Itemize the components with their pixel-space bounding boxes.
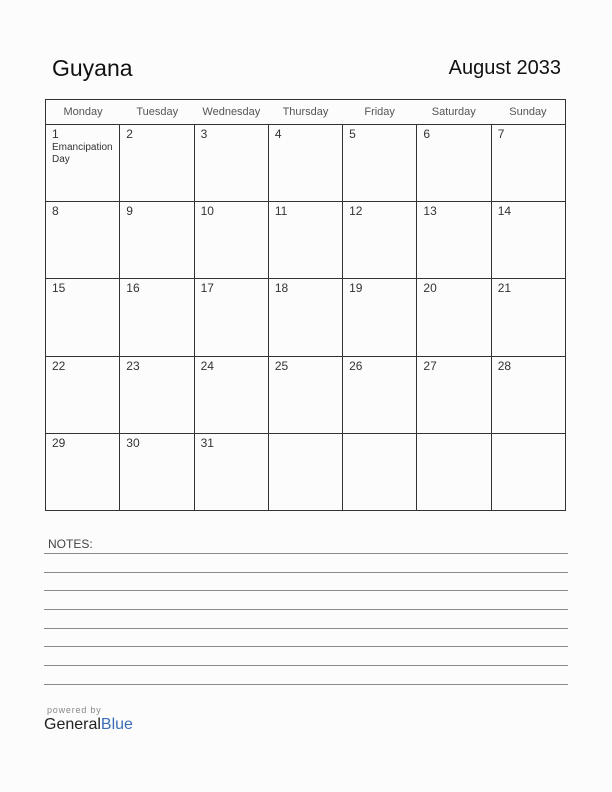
day-number: 2	[126, 127, 133, 141]
day-cell	[343, 202, 417, 278]
day-number: 11	[274, 204, 288, 219]
week-row	[46, 202, 565, 279]
day-cell	[417, 125, 491, 201]
day-cell	[417, 279, 491, 355]
day-number: 18	[274, 281, 289, 296]
day-number: 17	[200, 281, 214, 296]
day-number: 19	[349, 281, 363, 296]
day-cell	[343, 279, 417, 355]
day-cell	[120, 357, 194, 433]
powered-by-text: powered by	[47, 705, 102, 715]
weekday-label-tuesday: Tuesday	[136, 106, 179, 118]
day-cell	[492, 434, 565, 510]
day-cell	[46, 434, 120, 510]
notes-label: NOTES:	[48, 537, 93, 551]
day-number: 9	[126, 204, 133, 219]
day-cell	[492, 125, 565, 201]
generalblue-logo[interactable]	[44, 705, 133, 735]
day-number: 6	[423, 127, 431, 141]
day-cell	[492, 357, 565, 433]
day-cell	[417, 434, 491, 510]
day-number: 22	[52, 358, 66, 373]
week-row	[46, 125, 565, 202]
note-line	[44, 665, 568, 666]
day-cell	[195, 357, 269, 433]
day-number: 1	[52, 127, 59, 141]
day-number: 21	[497, 281, 512, 296]
day-number: 3	[200, 127, 208, 141]
day-cell	[269, 125, 343, 201]
weekday-label-saturday: Saturday	[431, 106, 476, 118]
day-number: 10	[200, 204, 214, 219]
day-cell	[195, 202, 269, 278]
day-number: 31	[200, 435, 214, 450]
brand-wordmark	[44, 715, 133, 735]
day-cell	[46, 202, 120, 278]
day-cell	[195, 434, 269, 510]
calendar-grid	[45, 99, 566, 511]
day-number: 29	[52, 435, 66, 450]
day-number: 27	[423, 358, 437, 373]
day-number: 5	[349, 127, 356, 141]
weekday-label-thursday: Thursday	[282, 106, 329, 118]
day-cell	[343, 434, 417, 510]
day-number: 8	[52, 204, 59, 219]
note-line	[44, 646, 568, 647]
day-number: 14	[497, 204, 512, 219]
day-cell	[492, 202, 565, 278]
day-number: 7	[497, 127, 505, 141]
day-number: 15	[52, 281, 66, 296]
month-year-title: August 2033	[448, 57, 561, 79]
day-cell	[343, 357, 417, 433]
note-line	[44, 628, 568, 629]
day-cell	[417, 357, 491, 433]
note-line	[44, 684, 568, 685]
day-number: 30	[126, 435, 140, 450]
note-line	[44, 572, 568, 573]
day-cell	[195, 279, 269, 355]
weekday-header-row	[46, 100, 565, 125]
day-number: 20	[423, 281, 437, 296]
weeks-container	[46, 125, 565, 510]
day-cell	[269, 357, 343, 433]
weekday-label-sunday: Sunday	[509, 106, 547, 118]
day-cell	[46, 279, 120, 355]
day-cell	[269, 279, 343, 355]
day-number: 16	[126, 281, 140, 296]
weekday-label-monday: Monday	[63, 106, 103, 118]
note-line	[44, 590, 568, 591]
day-cell	[120, 279, 194, 355]
day-number: 26	[349, 358, 363, 373]
day-cell	[195, 125, 269, 201]
week-row	[46, 279, 565, 356]
day-cell	[269, 202, 343, 278]
weekday-label-wednesday: Wednesday	[202, 106, 261, 118]
day-cell	[46, 125, 120, 201]
country-title: Guyana	[52, 55, 133, 81]
day-number: 25	[274, 358, 289, 373]
note-line	[44, 609, 568, 610]
week-row	[46, 357, 565, 434]
day-number: 4	[274, 127, 282, 141]
day-number: 24	[200, 358, 214, 373]
day-number: 23	[126, 358, 140, 373]
day-cell	[417, 202, 491, 278]
day-cell	[343, 125, 417, 201]
day-cell	[269, 434, 343, 510]
day-cell	[120, 202, 194, 278]
day-number: 13	[423, 204, 437, 219]
weekday-label-friday: Friday	[364, 106, 395, 118]
day-cell	[46, 357, 120, 433]
day-number: 12	[349, 204, 363, 219]
week-row	[46, 434, 565, 510]
note-line	[44, 553, 568, 554]
holiday-label: Emancipation Day	[52, 142, 113, 165]
day-number: 28	[497, 358, 512, 373]
day-cell	[492, 279, 565, 355]
day-cell	[120, 434, 194, 510]
brand-general: General	[44, 716, 101, 733]
brand-blue: Blue	[100, 716, 133, 733]
day-cell	[120, 125, 194, 201]
